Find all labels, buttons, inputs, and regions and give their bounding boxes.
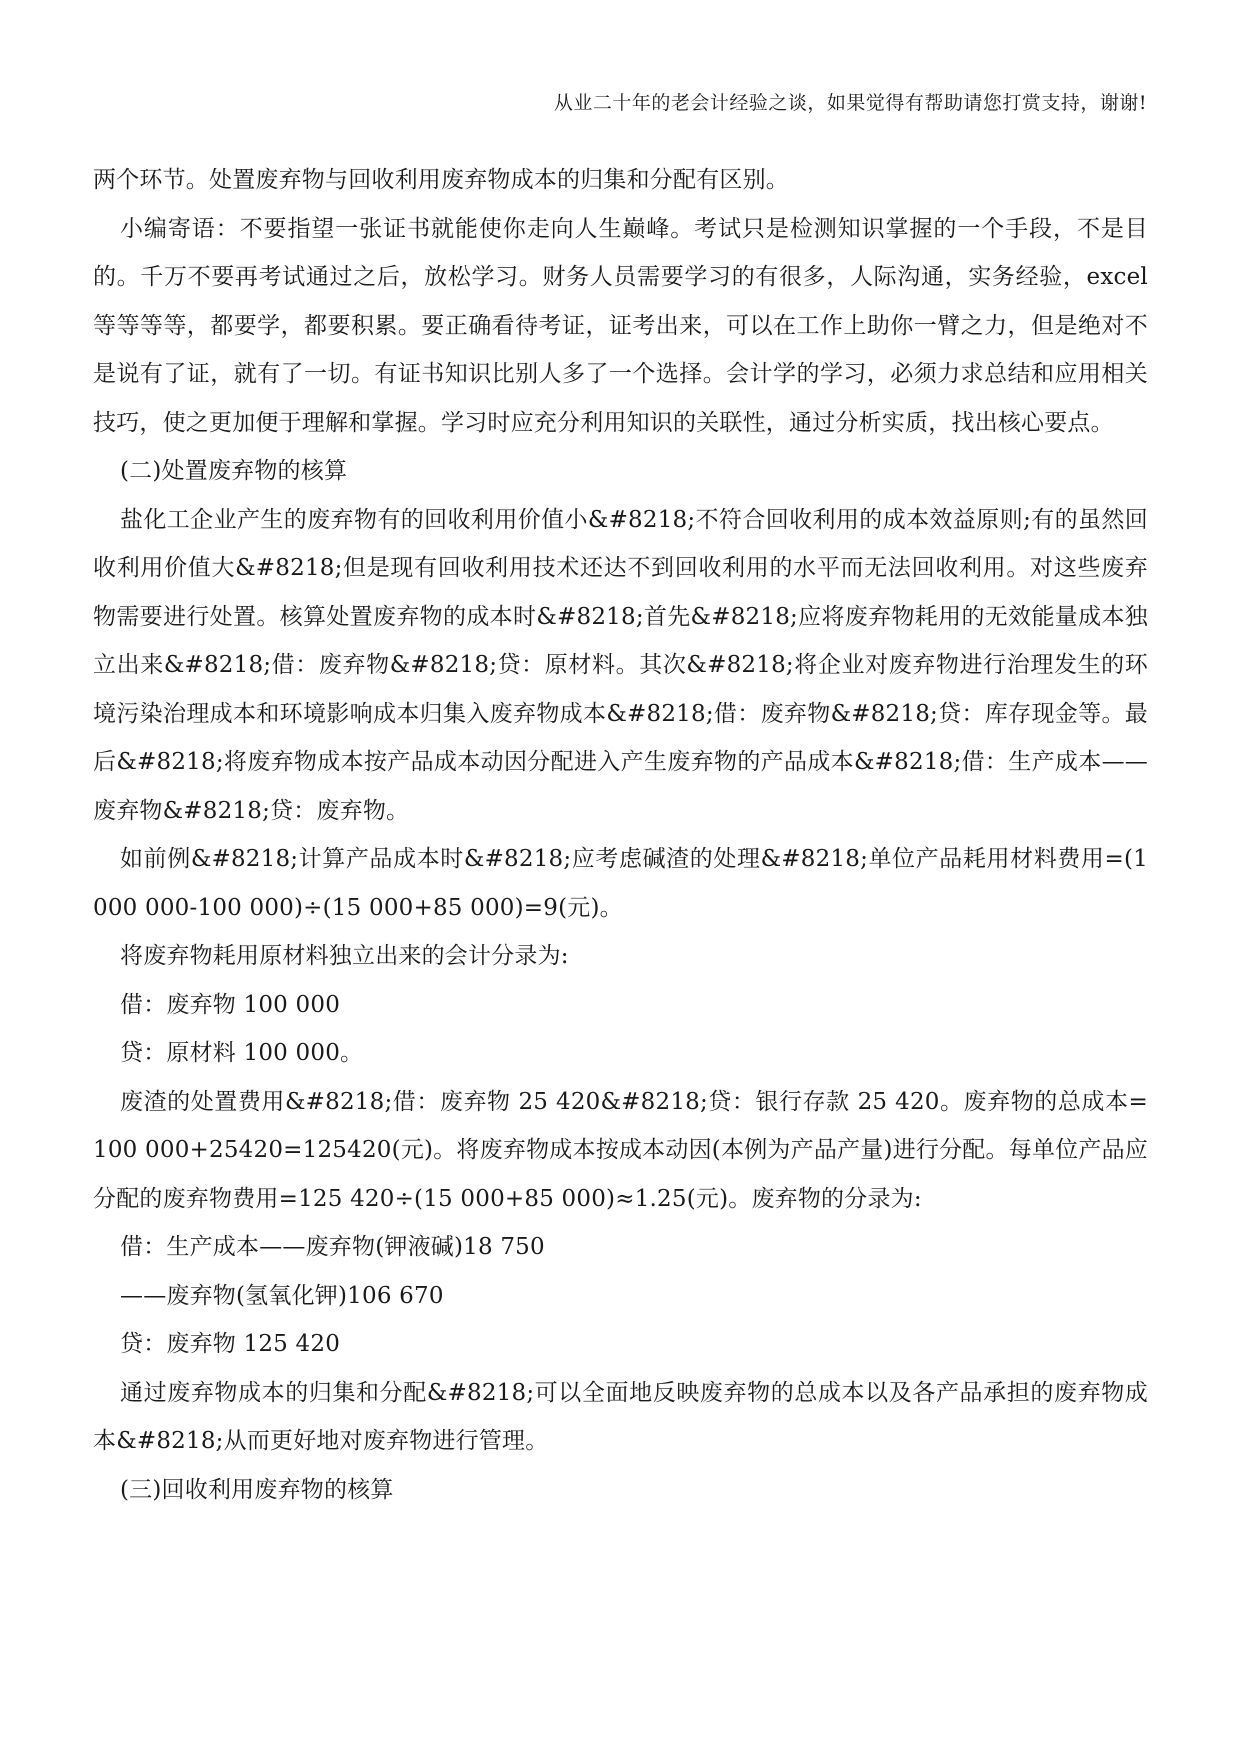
paragraph-editor-note: 小编寄语：不要指望一张证书就能使你走向人生巅峰。考试只是检测知识掌握的一个手段，不是目的。千万不要再考试通过之后，放松学习。财务人员需要学习的有很多，人际沟通，实务经验，excel等等等等，都要学，都要积累。要正确看待考证，证考出来，可以在工作上助你一臂之力，但是绝对不是说有了证，就有了一切。有证书知识比别人多了一个选择。会计学的学习，必须力求总结和应用相关技巧，使之更加便于理解和掌握。学习时应充分利用知识的关联性，通过分析实质，找出核心要点。 bbox=[93, 215, 1148, 436]
paragraph-disposal-cost: 废渣的处置费用&#8218;借：废弃物 25 420&#8218;贷：银行存款 25 420。废弃物的总成本=100 000+25420=125420(元)。将废弃物成本按成本动因(本例为产品产量)进行分配。每单位产品应分配的废弃物费用=125 420÷(15 000+85 000)≈1.25(元)。废弃物的分录为: bbox=[93, 1088, 1148, 1212]
section-heading-recycling: (三)回收利用废弃物的核算 bbox=[120, 1476, 394, 1503]
paragraph-conclusion: 通过废弃物成本的归集和分配&#8218;可以全面地反映废弃物的总成本以及各产品承担的废弃物成本&#8218;从而更好地对废弃物进行管理。 bbox=[93, 1379, 1148, 1454]
document-body bbox=[93, 156, 1148, 1514]
page-header-note: 从业二十年的老会计经验之谈，如果觉得有帮助请您打赏支持，谢谢! bbox=[553, 92, 1147, 114]
journal-entry-debit-production: 借：生产成本——废弃物(钾液碱)18 750 bbox=[120, 1234, 545, 1260]
journal-entry-debit-sub: ——废弃物(氢氧化钾)106 670 bbox=[120, 1282, 444, 1309]
paragraph-continuation: 两个环节。处置废弃物与回收利用废弃物成本的归集和分配有区别。 bbox=[93, 167, 789, 193]
journal-entry-debit: 借：废弃物 100 000 bbox=[120, 991, 341, 1018]
section-heading-disposal: (二)处置废弃物的核算 bbox=[120, 458, 348, 484]
paragraph-disposal-accounting: 盐化工企业产生的废弃物有的回收利用价值小&#8218;不符合回收利用的成本效益原则;有的虽然回收利用价值大&#8218;但是现有回收利用技术还达不到回收利用的水平而无法回收利用。对这些废弃物需要进行处置。核算处置废弃物的成本时&#8218;首先&#8218;应将废弃物耗用的无效能量成本独立出来&#8218;借：废弃物&#8218;贷：原材料。其次&#8218;将企业对废弃物进行治理发生的环境污染治理成本和环境影响成本归集入废弃物成本&#8218;借：废弃物&#8218;贷：库存现金等。最后&#8218;将废弃物成本按产品成本动因分配进入产生废弃物的产品成本&#8218;借：生产成本——废弃物&#8218;贷：废弃物。 bbox=[93, 506, 1148, 824]
paragraph-example-calculation: 如前例&#8218;计算产品成本时&#8218;应考虑碱渣的处理&#8218;单位产品耗用材料费用=(1 000 000-100 000)÷(15 000+85 000)=9(元)。 bbox=[93, 846, 1148, 921]
journal-entry-credit-waste: 贷：废弃物 125 420 bbox=[120, 1331, 341, 1357]
journal-entry-credit: 贷：原材料 100 000。 bbox=[120, 1040, 364, 1066]
paragraph-entry-intro: 将废弃物耗用原材料独立出来的会计分录为: bbox=[120, 943, 569, 969]
